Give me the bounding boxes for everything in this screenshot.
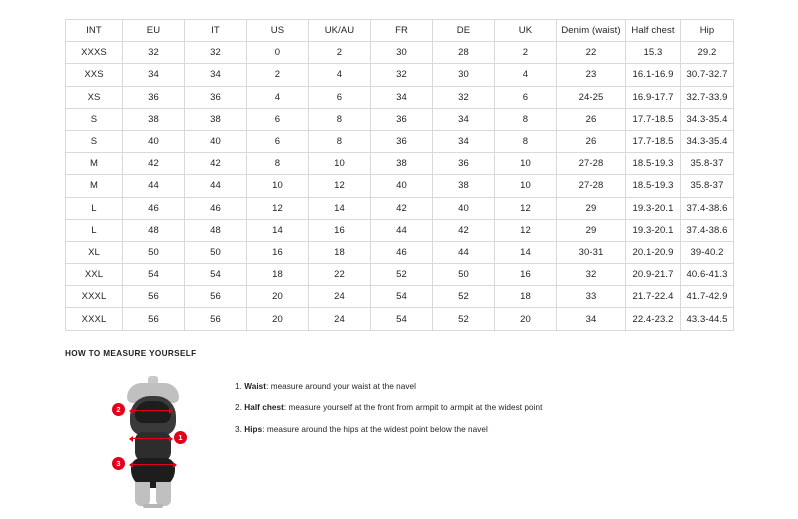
- cell-int: M: [66, 175, 123, 197]
- cell-fr: 46: [371, 241, 433, 263]
- cell-it: 34: [185, 64, 247, 86]
- cell-de: 38: [433, 175, 495, 197]
- cell-eu: 34: [123, 64, 185, 86]
- cell-uk-au: 22: [309, 264, 371, 286]
- cell-int: M: [66, 153, 123, 175]
- cell-fr: 30: [371, 42, 433, 64]
- cell-half-chest: 17.7-18.5: [626, 108, 681, 130]
- marker-1-waist: 1: [174, 431, 187, 444]
- cell-de: 28: [433, 42, 495, 64]
- cell-it: 50: [185, 241, 247, 263]
- mannequin-stand: [143, 504, 163, 508]
- cell-it: 42: [185, 153, 247, 175]
- step-number-3: 3.: [235, 424, 242, 434]
- step-term-half-chest: Half chest: [244, 403, 284, 413]
- cell-uk: 16: [495, 264, 557, 286]
- how-to-measure-section: [65, 349, 745, 508]
- cell-fr: 36: [371, 130, 433, 152]
- table-row: [66, 264, 734, 286]
- cell-us: 16: [247, 241, 309, 263]
- cell-us: 10: [247, 175, 309, 197]
- step-text-hips: : measure around the hips at the widest point below the navel: [262, 424, 488, 434]
- cell-it: 48: [185, 219, 247, 241]
- cell-de: 32: [433, 86, 495, 108]
- cell-int: XXXS: [66, 42, 123, 64]
- cell-eu: 32: [123, 42, 185, 64]
- cell-fr: 38: [371, 153, 433, 175]
- cell-fr: 36: [371, 108, 433, 130]
- cell-it: 32: [185, 42, 247, 64]
- column-header-de: DE: [433, 20, 495, 42]
- marker-2-half-chest: 2: [112, 403, 125, 416]
- cell-us: 0: [247, 42, 309, 64]
- cell-denim-waist: 34: [557, 308, 626, 330]
- cell-half-chest: 20.9-21.7: [626, 264, 681, 286]
- cell-hip: 30.7-32.7: [681, 64, 734, 86]
- cell-uk-au: 18: [309, 241, 371, 263]
- cell-half-chest: 18.5-19.3: [626, 153, 681, 175]
- measure-steps-list: [235, 368, 542, 446]
- cell-half-chest: 19.3-20.1: [626, 197, 681, 219]
- table-row: [66, 86, 734, 108]
- cell-eu: 44: [123, 175, 185, 197]
- cell-half-chest: 15.3: [626, 42, 681, 64]
- table-row: [66, 175, 734, 197]
- cell-int: XXXL: [66, 286, 123, 308]
- cell-de: 52: [433, 286, 495, 308]
- cell-uk: 4: [495, 64, 557, 86]
- cell-eu: 54: [123, 264, 185, 286]
- cell-denim-waist: 26: [557, 108, 626, 130]
- cell-us: 18: [247, 264, 309, 286]
- marker-3-hips: 3: [112, 457, 125, 470]
- step-text-waist: : measure around your waist at the navel: [266, 382, 416, 391]
- cell-de: 44: [433, 241, 495, 263]
- cell-eu: 48: [123, 219, 185, 241]
- cell-denim-waist: 26: [557, 130, 626, 152]
- cell-fr: 42: [371, 197, 433, 219]
- waist-measure-arrow-icon: [133, 438, 169, 439]
- table-row: [66, 108, 734, 130]
- cell-uk-au: 6: [309, 86, 371, 108]
- column-header-eu: EU: [123, 20, 185, 42]
- cell-fr: 54: [371, 308, 433, 330]
- cell-fr: 32: [371, 64, 433, 86]
- step-term-hips: Hips: [244, 424, 263, 434]
- how-to-measure-title: HOW TO MEASURE YOURSELF: [65, 349, 197, 358]
- table-header-row: [66, 20, 734, 42]
- cell-uk: 10: [495, 175, 557, 197]
- cell-half-chest: 18.5-19.3: [626, 175, 681, 197]
- cell-int: L: [66, 197, 123, 219]
- column-header-it: IT: [185, 20, 247, 42]
- cell-de: 36: [433, 153, 495, 175]
- cell-hip: 41.7-42.9: [681, 286, 734, 308]
- cell-uk: 10: [495, 153, 557, 175]
- column-header-denim-waist: Denim (waist): [557, 20, 626, 42]
- cell-int: L: [66, 219, 123, 241]
- cell-hip: 34.3-35.4: [681, 108, 734, 130]
- cell-hip: 37.4-38.6: [681, 197, 734, 219]
- step-term-waist: Waist: [244, 382, 267, 391]
- column-header-int: INT: [66, 20, 123, 42]
- cell-hip: 35.8-37: [681, 175, 734, 197]
- cell-fr: 40: [371, 175, 433, 197]
- cell-uk: 18: [495, 286, 557, 308]
- table-row: [66, 219, 734, 241]
- cell-eu: 40: [123, 130, 185, 152]
- cell-int: S: [66, 130, 123, 152]
- step-number-2: 2.: [235, 403, 242, 413]
- cell-de: 34: [433, 130, 495, 152]
- cell-de: 50: [433, 264, 495, 286]
- cell-it: 40: [185, 130, 247, 152]
- cell-uk: 12: [495, 219, 557, 241]
- column-header-uk-au: UK/AU: [309, 20, 371, 42]
- measure-step-half-chest: [235, 403, 542, 413]
- cell-uk-au: 16: [309, 219, 371, 241]
- mannequin-illustration: [93, 368, 213, 508]
- table-row: [66, 64, 734, 86]
- cell-denim-waist: 22: [557, 42, 626, 64]
- cell-eu: 42: [123, 153, 185, 175]
- mannequin-leg-left: [135, 482, 150, 506]
- cell-eu: 56: [123, 286, 185, 308]
- column-header-fr: FR: [371, 20, 433, 42]
- cell-de: 42: [433, 219, 495, 241]
- cell-eu: 38: [123, 108, 185, 130]
- cell-us: 12: [247, 197, 309, 219]
- mannequin-bust-detail: [135, 401, 171, 423]
- cell-us: 6: [247, 108, 309, 130]
- cell-uk-au: 12: [309, 175, 371, 197]
- cell-uk-au: 14: [309, 197, 371, 219]
- cell-us: 14: [247, 219, 309, 241]
- cell-denim-waist: 27-28: [557, 153, 626, 175]
- cell-uk: 14: [495, 241, 557, 263]
- cell-it: 56: [185, 286, 247, 308]
- cell-half-chest: 16.9-17.7: [626, 86, 681, 108]
- cell-uk: 20: [495, 308, 557, 330]
- cell-eu: 50: [123, 241, 185, 263]
- step-text-half-chest: : measure yourself at the front from armpit to armpit at the widest point: [283, 403, 543, 413]
- table-row: [66, 286, 734, 308]
- cell-hip: 43.3-44.5: [681, 308, 734, 330]
- size-chart-table: [65, 19, 734, 331]
- cell-int: XXL: [66, 264, 123, 286]
- table-row: [66, 42, 734, 64]
- cell-denim-waist: 33: [557, 286, 626, 308]
- cell-it: 38: [185, 108, 247, 130]
- cell-eu: 46: [123, 197, 185, 219]
- cell-uk: 8: [495, 130, 557, 152]
- cell-it: 36: [185, 86, 247, 108]
- measure-step-waist: [235, 382, 542, 392]
- cell-uk: 12: [495, 197, 557, 219]
- cell-fr: 52: [371, 264, 433, 286]
- cell-uk: 8: [495, 108, 557, 130]
- cell-it: 54: [185, 264, 247, 286]
- cell-eu: 56: [123, 308, 185, 330]
- cell-de: 40: [433, 197, 495, 219]
- cell-denim-waist: 32: [557, 264, 626, 286]
- half-chest-measure-arrow-icon: [133, 410, 169, 411]
- column-header-half-chest: Half chest: [626, 20, 681, 42]
- cell-us: 20: [247, 308, 309, 330]
- cell-it: 56: [185, 308, 247, 330]
- cell-uk-au: 8: [309, 108, 371, 130]
- table-row: [66, 241, 734, 263]
- cell-hip: 37.4-38.6: [681, 219, 734, 241]
- mannequin-leg-right: [156, 482, 171, 506]
- cell-half-chest: 21.7-22.4: [626, 286, 681, 308]
- cell-half-chest: 22.4-23.2: [626, 308, 681, 330]
- measure-step-hips: [235, 425, 542, 435]
- cell-denim-waist: 27-28: [557, 175, 626, 197]
- cell-us: 20: [247, 286, 309, 308]
- cell-hip: 34.3-35.4: [681, 130, 734, 152]
- column-header-us: US: [247, 20, 309, 42]
- cell-half-chest: 20.1-20.9: [626, 241, 681, 263]
- cell-denim-waist: 23: [557, 64, 626, 86]
- how-to-measure-body: [65, 368, 745, 508]
- cell-uk-au: 8: [309, 130, 371, 152]
- cell-uk-au: 4: [309, 64, 371, 86]
- hips-measure-arrow-icon: [133, 464, 173, 465]
- cell-int: XXS: [66, 64, 123, 86]
- table-row: [66, 130, 734, 152]
- step-number-1: 1.: [235, 382, 242, 391]
- cell-half-chest: 19.3-20.1: [626, 219, 681, 241]
- cell-hip: 32.7-33.9: [681, 86, 734, 108]
- cell-hip: 40.6-41.3: [681, 264, 734, 286]
- cell-de: 34: [433, 108, 495, 130]
- cell-de: 52: [433, 308, 495, 330]
- cell-us: 8: [247, 153, 309, 175]
- cell-us: 6: [247, 130, 309, 152]
- cell-fr: 44: [371, 219, 433, 241]
- size-chart-container: [65, 19, 733, 331]
- cell-int: XS: [66, 86, 123, 108]
- cell-denim-waist: 29: [557, 197, 626, 219]
- cell-hip: 39-40.2: [681, 241, 734, 263]
- cell-half-chest: 16.1-16.9: [626, 64, 681, 86]
- cell-uk-au: 24: [309, 286, 371, 308]
- cell-hip: 35.8-37: [681, 153, 734, 175]
- cell-it: 44: [185, 175, 247, 197]
- cell-fr: 54: [371, 286, 433, 308]
- column-header-uk: UK: [495, 20, 557, 42]
- cell-hip: 29.2: [681, 42, 734, 64]
- cell-int: S: [66, 108, 123, 130]
- cell-us: 2: [247, 64, 309, 86]
- cell-uk-au: 2: [309, 42, 371, 64]
- cell-uk: 6: [495, 86, 557, 108]
- cell-int: XL: [66, 241, 123, 263]
- table-row: [66, 308, 734, 330]
- cell-half-chest: 17.7-18.5: [626, 130, 681, 152]
- table-row: [66, 153, 734, 175]
- cell-uk: 2: [495, 42, 557, 64]
- cell-denim-waist: 30-31: [557, 241, 626, 263]
- cell-eu: 36: [123, 86, 185, 108]
- table-row: [66, 197, 734, 219]
- cell-denim-waist: 29: [557, 219, 626, 241]
- cell-it: 46: [185, 197, 247, 219]
- column-header-hip: Hip: [681, 20, 734, 42]
- cell-int: XXXL: [66, 308, 123, 330]
- cell-denim-waist: 24-25: [557, 86, 626, 108]
- cell-fr: 34: [371, 86, 433, 108]
- cell-uk-au: 10: [309, 153, 371, 175]
- cell-us: 4: [247, 86, 309, 108]
- cell-de: 30: [433, 64, 495, 86]
- cell-uk-au: 24: [309, 308, 371, 330]
